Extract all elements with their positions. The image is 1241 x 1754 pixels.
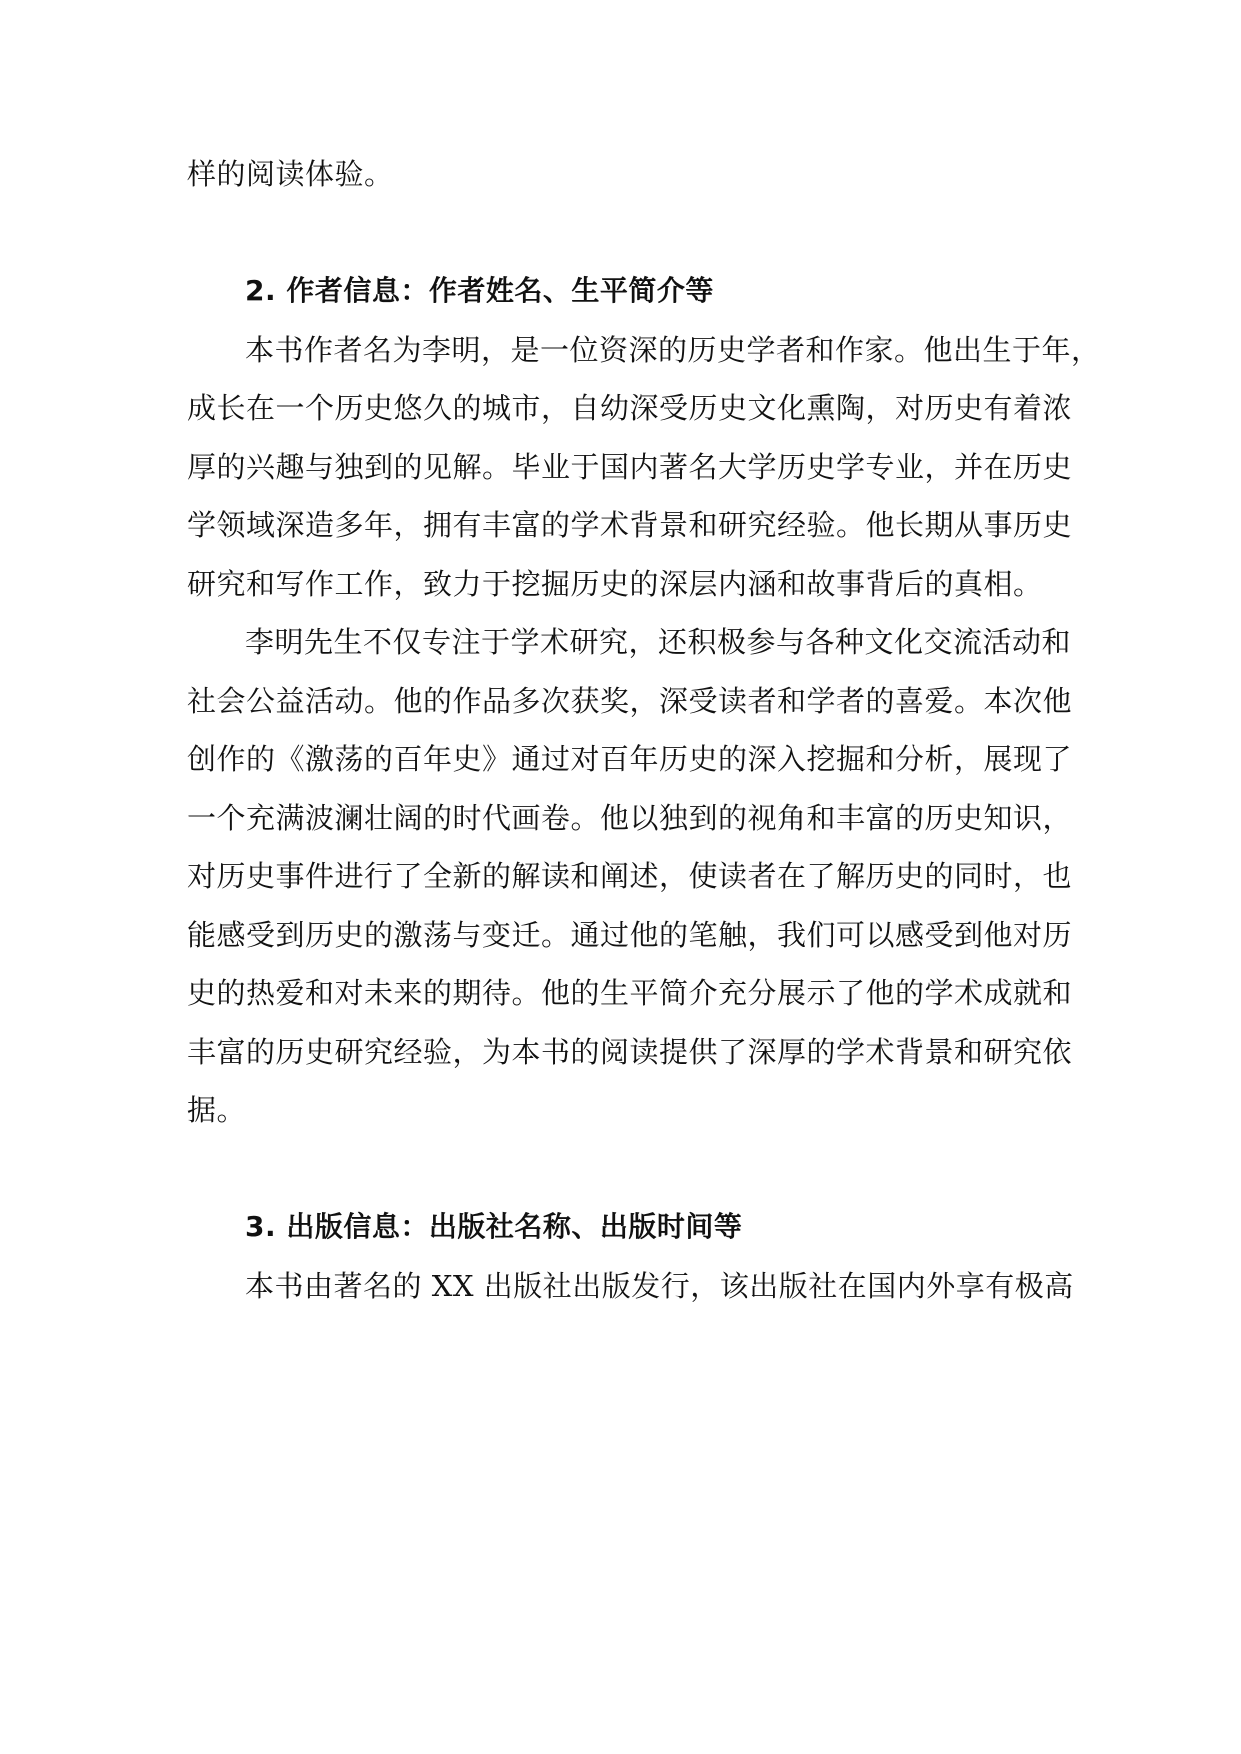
paragraph-line: 史的热爱和对未来的期待。他的生平简介充分展示了他的学术成就和: [187, 976, 1073, 1010]
paragraph-line: 厚的兴趣与独到的见解。毕业于国内著名大学历史学专业，并在历史: [187, 449, 1073, 484]
paragraph-line: 研究和写作工作，致力于挖掘历史的深层内涵和故事背后的真相。: [187, 566, 1043, 601]
section-3-paragraph-1: [187, 1257, 1074, 1316]
section-gap: [187, 204, 1057, 263]
page-content: [187, 145, 1101, 1315]
section-3-heading: 3. 出版信息：出版社名称、出版时间等: [245, 1210, 743, 1243]
paragraph-line: 能感受到历史的激荡与变迁。通过他的笔触，我们可以感受到他对历: [187, 917, 1073, 952]
paragraph-line: 李明先生不仅专注于学术研究，还积极参与各种文化交流活动和: [245, 625, 1072, 659]
section-2-heading: 2. 作者信息：作者姓名、生平简介等: [245, 274, 714, 307]
section-2-paragraph-1: [187, 321, 1101, 614]
paragraph-line: 学领域深造多年，拥有丰富的学术背景和研究经验。他长期从事历史: [187, 508, 1073, 542]
paragraph-line: 本书由著名的 XX 出版社出版发行，该出版社在国内外享有极高: [245, 1268, 1074, 1303]
continuation-line: 样的阅读体验。: [187, 157, 394, 191]
paragraph-line: 丰富的历史研究经验，为本书的阅读提供了深厚的学术背景和研究依: [187, 1034, 1073, 1069]
paragraph-line: 社会公益活动。他的作品多次获奖，深受读者和学者的喜爱。本次他: [187, 683, 1073, 718]
paragraph-line: 对历史事件进行了全新的解读和阐述，使读者在了解历史的同时，也: [187, 859, 1073, 893]
paragraph-line: 成长在一个历史悠久的城市，自幼深受历史文化熏陶，对历史有着浓: [187, 391, 1073, 425]
section-gap: [187, 1140, 1057, 1199]
paragraph-line: 一个充满波澜壮阔的时代画卷。他以独到的视角和丰富的历史知识，: [187, 800, 1073, 835]
section-2-paragraph-2: [187, 613, 1073, 1140]
paragraph-line: 创作的《激荡的百年史》通过对百年历史的深入挖掘和分析，展现了: [187, 742, 1073, 776]
paragraph-line: 据。: [187, 1093, 247, 1127]
paragraph-line: 本书作者名为李明，是一位资深的历史学者和作家。他出生于年，: [245, 332, 1101, 367]
